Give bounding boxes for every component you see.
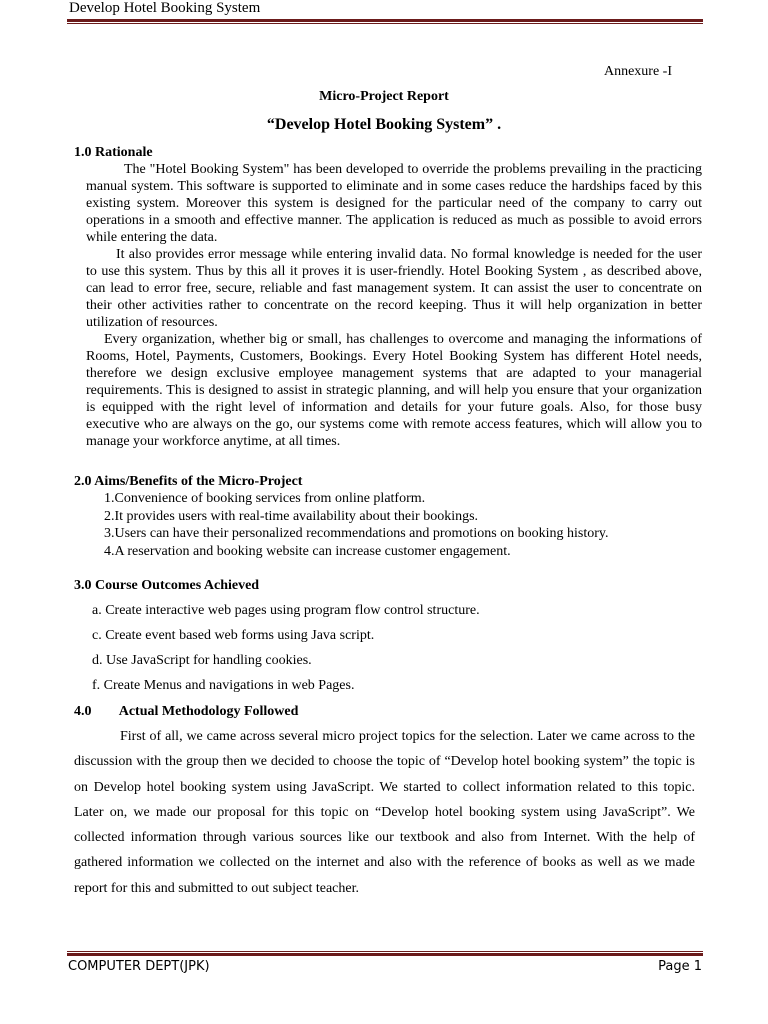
rationale-body: [86, 161, 702, 450]
list-item: d. Use JavaScript for handling cookies.: [92, 653, 312, 668]
header-rule: [67, 19, 703, 22]
list-item: 1.Convenience of booking services from online platform.: [104, 491, 426, 506]
page-number: Page 1: [658, 959, 702, 974]
footer-rule-thin: [67, 951, 703, 952]
list-item: 2.It provides users with real-time availability about their bookings.: [104, 508, 479, 524]
aims-list: [104, 490, 609, 560]
outcomes-heading: 3.0 Course Outcomes Achieved: [74, 578, 260, 593]
list-item: c. Create event based web forms using Java script.: [92, 628, 375, 643]
report-title: “Develop Hotel Booking System” .: [266, 116, 502, 133]
list-item: a. Create interactive web pages using program flow control structure.: [92, 603, 480, 618]
report-label: Micro-Project Report: [319, 89, 449, 104]
rationale-paragraph: Every organization, whether big or small, has challenges to overcome and managing the informations of Rooms, Hotel, Payments, Customers, Bookings. Every Hotel Booking System has different Hotel needs, therefore we design exclusive employee management systems that are adapted to your managerial requirements. This is designed to assist in strategic planning, and will help you ensure that your organization is equipped with the right level of information and details for your future goals. Also, for those busy executive who are always on the go, our systems come with remote access features, which will allow you to manage your workforce anytime, at all times.: [86, 332, 702, 449]
methodology-heading: 4.0 Actual Methodology Followed: [74, 704, 299, 719]
list-item: 4.A reservation and booking website can increase customer engagement.: [104, 543, 511, 559]
aims-heading: 2.0 Aims/Benefits of the Micro-Project: [74, 474, 303, 489]
footer-department: COMPUTER DEPT(JPK): [68, 959, 210, 974]
rationale-paragraph: The "Hotel Booking System" has been developed to override the problems prevailing in the practicing manual system. This software is supported to eliminate and in some cases reduce the hardships faced by this existing system. Moreover this system is designed for the particular need of the company to carry out operations in a smooth and effective manner. The application is reduced as much as possible to avoid errors while entering the data.: [86, 162, 702, 245]
list-item: f. Create Menus and navigations in web Pages.: [92, 678, 355, 693]
running-header: Develop Hotel Booking System: [69, 0, 261, 16]
outcomes-list: [92, 598, 480, 698]
annexure-label: Annexure -I: [603, 64, 672, 79]
footer-rule: [67, 953, 703, 956]
methodology-paragraph: First of all, we came across several micro project topics for the selection. Later we came across to the discussion with the group then we decided to choose the topic of “Develop hotel booking system” the topic is on Develop hotel booking system using JavaScript. We started to collect information related to this topic. Later on, we made our proposal for this topic on “Develop hotel booking system using JavaScript”. We collected information through various sources like our textbook and also from Internet. With the help of gathered information we collected on the internet and also with the reference of books as well as we made report for this and submitted to out subject teacher.: [74, 729, 695, 896]
methodology-body: [74, 724, 695, 901]
rationale-heading: 1.0 Rationale: [74, 145, 153, 160]
rationale-paragraph: It also provides error message while entering invalid data. No formal knowledge is needed for the user to use this system. Thus by this all it proves it is user-friendly. Hotel Booking System , as described above, can lead to error free, secure, reliable and fast management system. It can assist the user to concentrate on their other activities rather to concentrate on the record keeping. Thus it will help organization in better utilization of resources.: [86, 247, 702, 330]
list-item: 3.Users can have their personalized recommendations and promotions on booking history.: [104, 526, 609, 541]
header-rule-thin: [67, 23, 703, 24]
